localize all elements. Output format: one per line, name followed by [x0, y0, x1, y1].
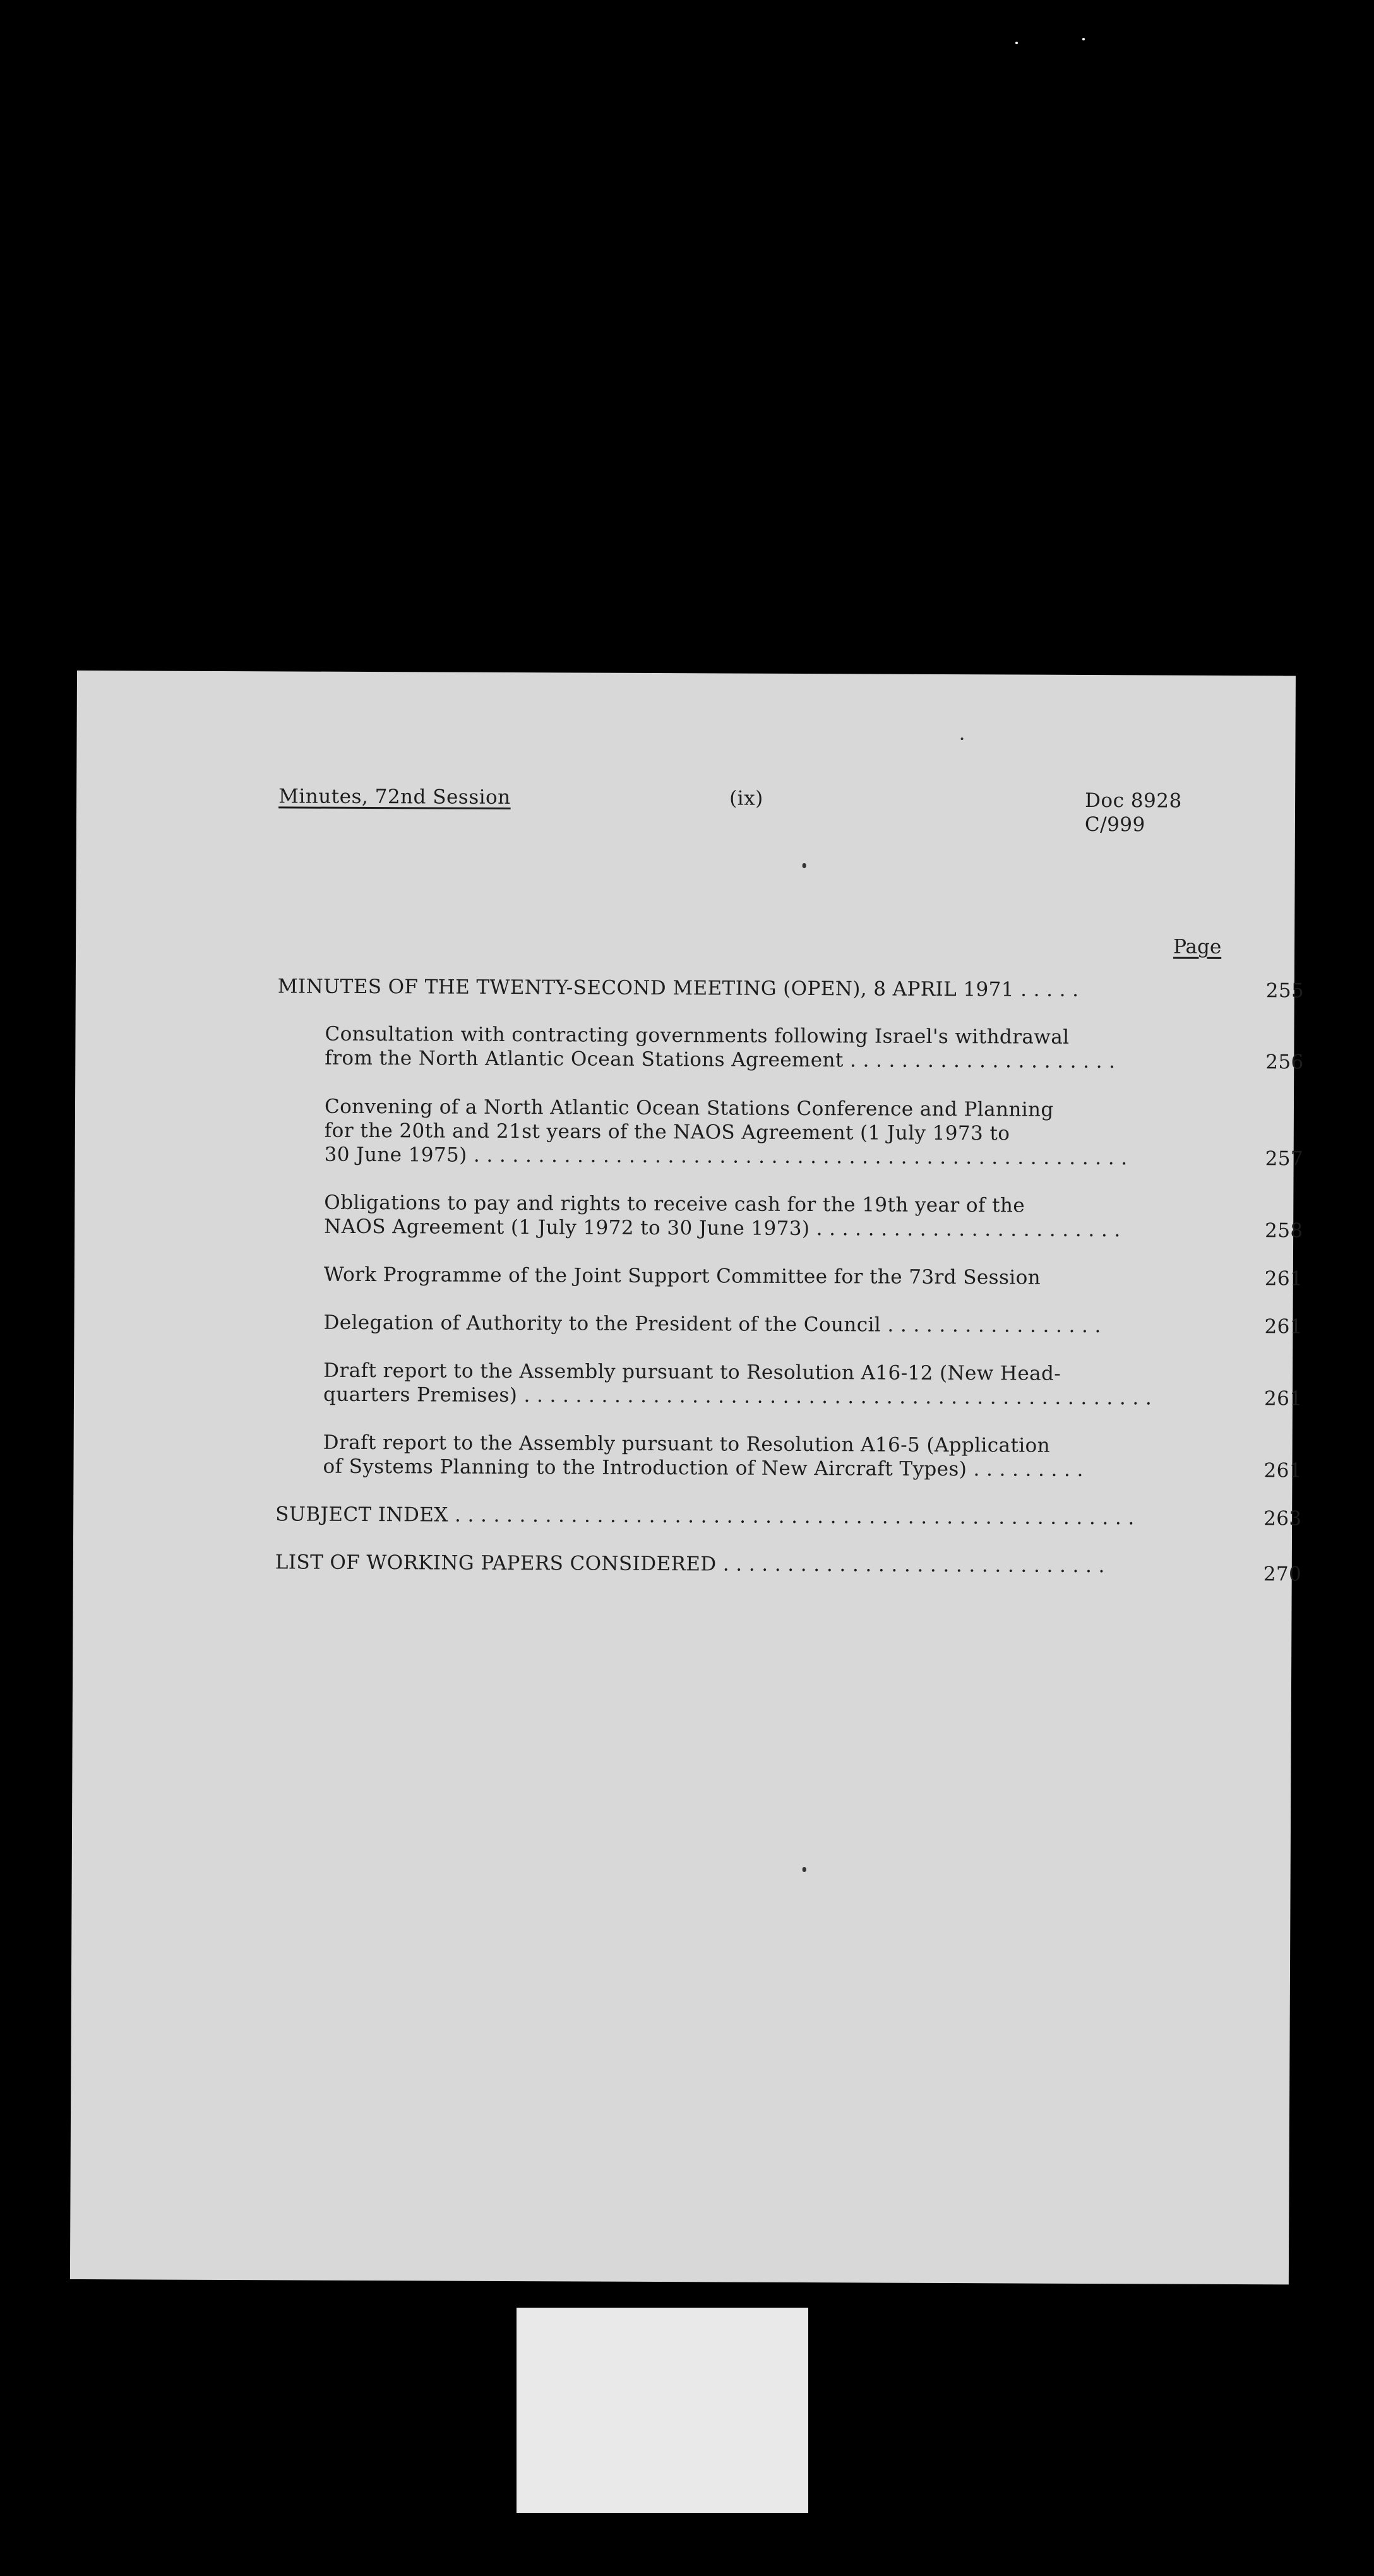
page-roman-numeral: (ix): [729, 787, 763, 810]
session-heading: Minutes, 72nd Session: [278, 785, 511, 809]
doc-number: Doc 8928: [1085, 789, 1182, 813]
toc-entry-title: [325, 1022, 1145, 1074]
film-frame-target: [517, 2308, 808, 2513]
toc-entry-line: of Systems Planning to the Introduction of New Aircraft Types) . . . . . . . . .: [323, 1455, 1084, 1481]
toc-entry-title: [325, 1095, 1145, 1171]
toc-entry-line: Draft report to the Assembly pursuant to Resolution A16-12 (New Head-: [323, 1359, 1061, 1385]
toc-page-number: 261: [1264, 1315, 1303, 1339]
toc-page-number: 261: [1264, 1267, 1303, 1291]
toc-entry-title: [323, 1431, 1144, 1482]
toc-entry-title: [275, 1550, 1105, 1578]
toc-entry-title: [323, 1359, 1152, 1410]
toc-entry-line: Obligations to pay and rights to receive cash for the 19th year of the: [324, 1191, 1025, 1217]
toc-entry-title: [324, 1191, 1145, 1243]
paper-speck: [961, 737, 964, 740]
toc-entry-line: LIST OF WORKING PAPERS CONSIDERED . . . . . . . . . . . . . . . . . . . . . . . . . . . . . .: [275, 1551, 1105, 1578]
toc-entry-line: for the 20th and 21st years of the NAOS Agreement (1 July 1973 to: [324, 1119, 1010, 1145]
toc-entry-line: MINUTES OF THE TWENTY-SECOND MEETING (OPEN), 8 APRIL 1971 . . . . .: [277, 975, 1079, 1001]
toc-entry-line: NAOS Agreement (1 July 1972 to 30 June 1973) . . . . . . . . . . . . . . . . . . . . . . . .: [324, 1215, 1121, 1242]
doc-code: C/999: [1084, 813, 1145, 837]
toc-entry-title: [275, 1502, 1135, 1530]
film-speck: [1015, 42, 1018, 44]
toc-page-number: 261: [1263, 1459, 1302, 1482]
toc-entry-line: Work Programme of the Joint Support Committee for the 73rd Session: [323, 1263, 1041, 1289]
toc-page-number: 270: [1263, 1563, 1302, 1586]
document-page: [70, 671, 1305, 2284]
toc-entry-title: [278, 974, 1099, 1002]
toc-page-number: 257: [1265, 1147, 1304, 1171]
document-reference: [1085, 789, 1182, 837]
toc-entry-title: [323, 1311, 1144, 1339]
toc-entry-line: quarters Premises) . . . . . . . . . . . . . . . . . . . . . . . . . . . . . . . . . . . . . . . . . . . . . . . . .: [323, 1383, 1152, 1410]
toc-page-number: 258: [1265, 1219, 1303, 1243]
paper-speck: [803, 863, 806, 868]
toc-entry-line: 30 June 1975) . . . . . . . . . . . . . . . . . . . . . . . . . . . . . . . . . . . . . . . . . . . . . . . . . . .: [324, 1143, 1128, 1170]
toc-entry-line: Draft report to the Assembly pursuant to Resolution A16-5 (Application: [323, 1431, 1051, 1457]
toc-page-number: 255: [1265, 979, 1305, 1003]
page-column-heading: Page: [1173, 935, 1222, 958]
toc-entry-line: SUBJECT INDEX . . . . . . . . . . . . . . . . . . . . . . . . . . . . . . . . . . . . . . . . . . . . . . . . . . . . .: [275, 1503, 1135, 1530]
toc-page-number: 261: [1263, 1387, 1303, 1410]
film-speck: [1082, 38, 1085, 40]
paper-speck: [803, 1867, 806, 1872]
toc-page-number: 263: [1263, 1507, 1302, 1530]
toc-entry-line: Consultation with contracting governments following Israel's withdrawal: [325, 1022, 1070, 1049]
toc-entry-line: Delegation of Authority to the President of the Council . . . . . . . . . . . . . . . . .: [323, 1311, 1101, 1338]
toc-entry-title: [324, 1263, 1145, 1291]
toc-entry-line: Convening of a North Atlantic Ocean Stations Conference and Planning: [324, 1095, 1054, 1121]
toc-page-number: 256: [1265, 1051, 1304, 1074]
toc-entry-line: from the North Atlantic Ocean Stations Agreement . . . . . . . . . . . . . . . . . . . . .: [325, 1046, 1116, 1073]
